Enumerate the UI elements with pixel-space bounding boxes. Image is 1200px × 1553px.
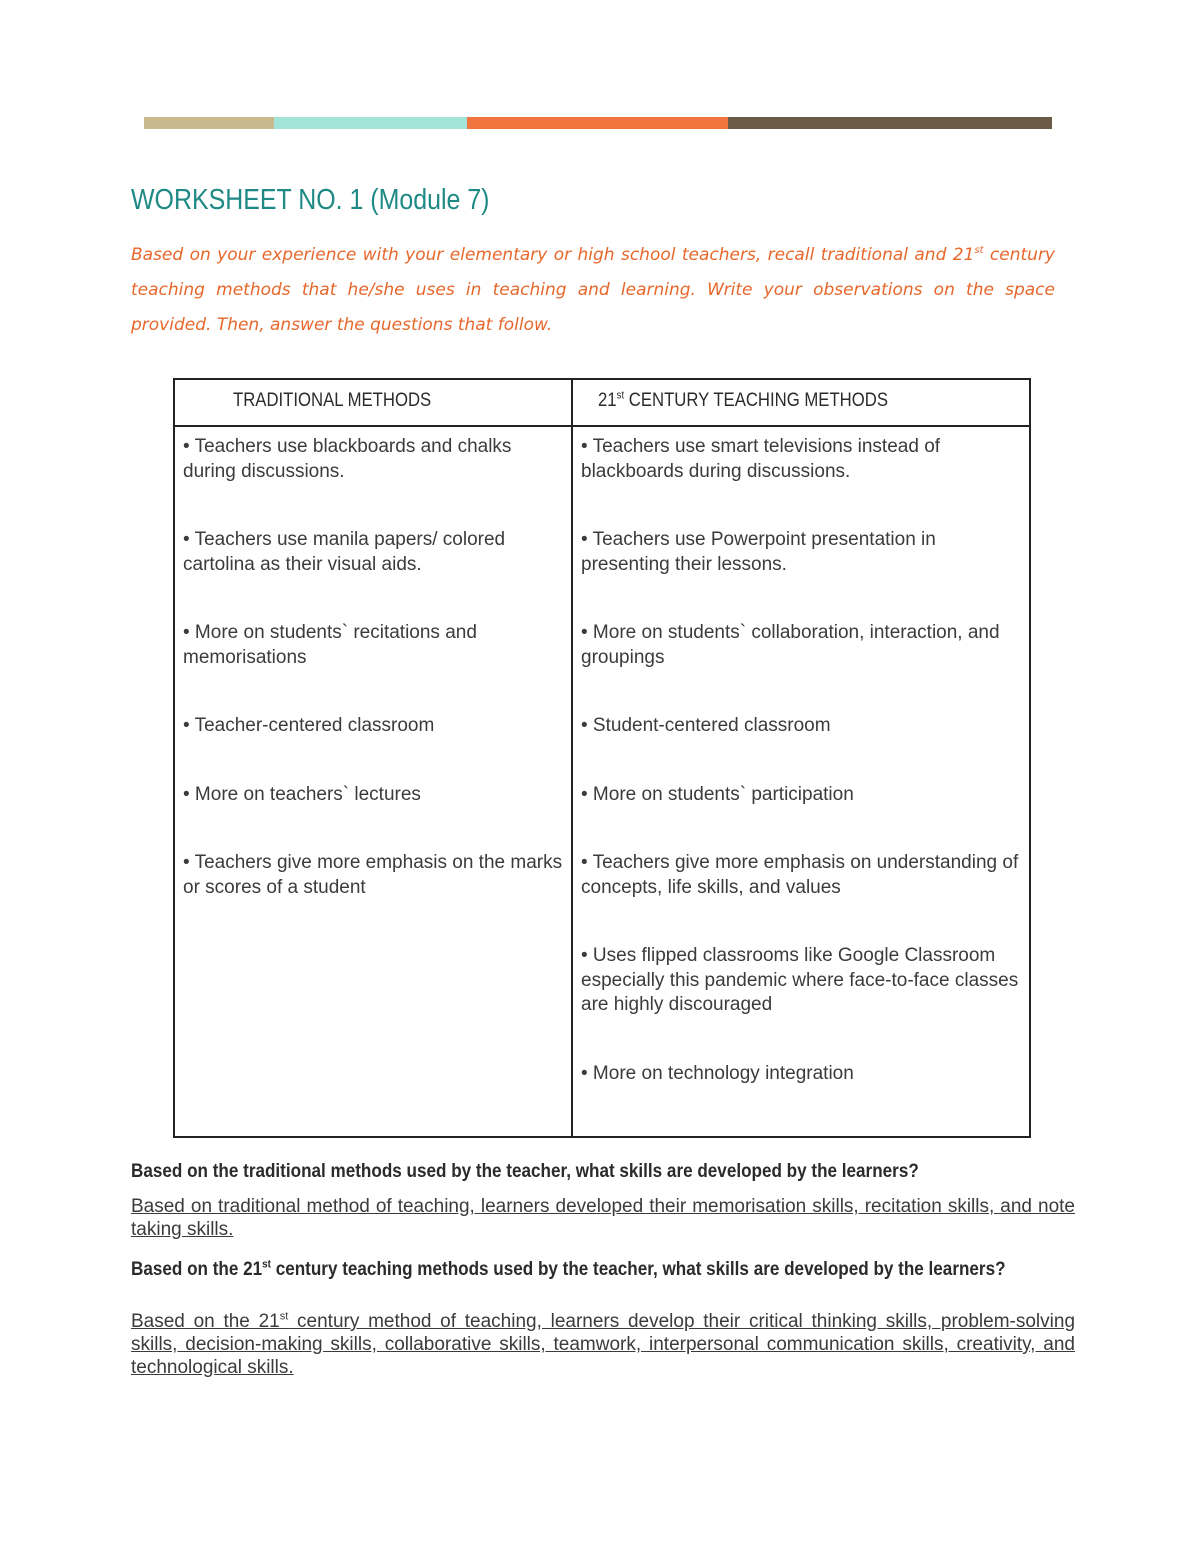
question-2-part-2: century teaching methods used by the teacher, what skills are developed by the learners?	[270, 1259, 1006, 1280]
traditional-list-item: • Teachers use manila papers/ colored cartolina as their visual aids.	[183, 529, 506, 575]
answer-2-part-2: century method of teaching, learners develop their critical thinking skills, problem-solving skills, decision-making skills, collaborative skills, teamwork, interpersonal communication skills, creativity, and technological skills.	[131, 1311, 1076, 1378]
methods-comparison-table	[173, 378, 1031, 1138]
color-bar-segment-brown	[728, 117, 1052, 129]
answer-2-part-1: Based on the 21	[131, 1311, 280, 1332]
question-1: Based on the traditional methods used by the teacher, what skills are developed by the learners?	[131, 1161, 919, 1182]
modern-list-item: • Uses flipped classrooms like Google Classroom especially this pandemic where face-to-face classes are highly discouraged	[581, 945, 1019, 1015]
question-2	[131, 1258, 1031, 1282]
traditional-list-item: • Teachers use blackboards and chalks during discussions.	[183, 436, 512, 482]
question-2-superscript: st	[262, 1258, 271, 1271]
modern-list-item: • Teachers use smart televisions instead of blackboards during discussions.	[581, 436, 941, 482]
table-header-row	[174, 379, 1030, 426]
modern-header-rest: CENTURY TEACHING METHODS	[624, 390, 888, 411]
instructions-text	[131, 238, 1055, 343]
instructions-part-2: century teaching methods that he/she uses in teaching and learning. Write your observations on the space provided. Then, answer the questions that follow.	[131, 245, 1055, 335]
traditional-list-item: • Teacher-centered classroom	[183, 715, 435, 736]
instructions-part-1: Based on your experience with your elementary or high school teachers, recall traditional and 21	[131, 245, 975, 265]
table-body-row	[174, 426, 1030, 1137]
answer-2-superscript: st	[279, 1310, 289, 1323]
traditional-methods-header	[174, 379, 572, 426]
traditional-list-item: • More on students` recitations and memorisations	[183, 622, 477, 668]
question-2-part-1: Based on the 21	[131, 1259, 263, 1280]
color-bar-segment-orange	[467, 117, 728, 129]
decorative-color-bar	[144, 117, 1052, 129]
traditional-methods-header-label: TRADITIONAL METHODS	[233, 390, 432, 411]
traditional-list-item: • More on teachers` lectures	[183, 783, 421, 805]
modern-list-item: • More on technology integration	[581, 1062, 854, 1084]
color-bar-segment-tan	[144, 117, 274, 129]
modern-list-item: • Teachers give more emphasis on understanding of concepts, life skills, and values	[581, 852, 1019, 898]
modern-methods-header	[572, 379, 1030, 426]
answer-2	[131, 1310, 1075, 1379]
modern-header-number: 21	[598, 390, 617, 411]
modern-list-item: • Student-centered classroom	[581, 715, 831, 736]
color-bar-segment-mint	[274, 117, 467, 129]
traditional-methods-cell	[174, 426, 572, 1137]
instructions-superscript: st	[974, 245, 984, 256]
page-title: WORKSHEET NO. 1 (Module 7)	[131, 184, 490, 216]
modern-list-item: • More on students` participation	[581, 783, 854, 805]
modern-methods-cell	[572, 426, 1030, 1137]
modern-header-superscript: st	[616, 389, 625, 402]
modern-methods-header-label	[598, 390, 888, 412]
modern-list-item: • More on students` collaboration, interaction, and groupings	[581, 622, 1000, 668]
modern-list-item: • Teachers use Powerpoint presentation in presenting their lessons.	[581, 529, 936, 575]
answer-1: Based on traditional method of teaching, learners developed their memorisation skills, recitation skills, and note taking skills.	[131, 1196, 1075, 1240]
traditional-list-item: • Teachers give more emphasis on the marks or scores of a student	[183, 852, 563, 898]
